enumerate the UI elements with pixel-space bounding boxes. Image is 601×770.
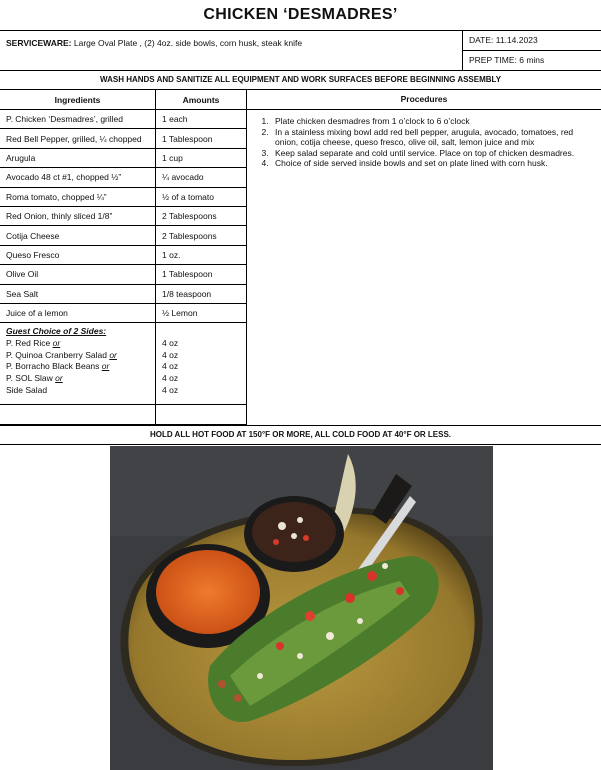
ingredient-name: Juice of a lemon bbox=[0, 303, 156, 322]
side-or: or bbox=[101, 361, 110, 372]
blank-cell bbox=[0, 405, 156, 424]
side-option bbox=[6, 361, 149, 373]
ingredient-amount: 1 cup bbox=[156, 148, 247, 167]
side-name: P. Borracho Black Beans bbox=[6, 361, 102, 372]
header-row bbox=[0, 31, 601, 71]
side-amount: 4 oz bbox=[162, 338, 179, 348]
ingredients-header: Ingredients bbox=[0, 90, 156, 110]
sides-amounts-cell bbox=[156, 323, 247, 405]
procedures-column bbox=[247, 90, 601, 425]
table-row bbox=[0, 284, 247, 303]
side-name: P. Quinoa Cranberry Salad bbox=[6, 349, 110, 360]
ingredient-amount: 1 each bbox=[156, 110, 247, 129]
table-row bbox=[0, 265, 247, 284]
blank-row bbox=[0, 405, 247, 424]
side-or: or bbox=[52, 338, 61, 348]
ingredient-name: Arugula bbox=[0, 148, 156, 167]
ingredient-name: Red Bell Pepper, grilled, ¼ chopped bbox=[0, 129, 156, 148]
ingredient-amount: 1 oz. bbox=[156, 245, 247, 264]
procedures-list bbox=[247, 116, 601, 169]
procedure-step: 3. Keep salad separate and cold until service. Place on top of chicken desmadres. bbox=[271, 148, 591, 159]
table-row bbox=[0, 187, 247, 206]
serviceware bbox=[0, 31, 463, 70]
serviceware-value: Large Oval Plate , (2) 4oz. side bowls, corn husk, steak knife bbox=[71, 38, 303, 48]
sides-cell bbox=[0, 323, 156, 405]
table-row bbox=[0, 303, 247, 322]
blank-amount-cell bbox=[156, 405, 247, 424]
ingredient-amount: 1 Tablespoon bbox=[156, 129, 247, 148]
side-or: or bbox=[55, 373, 63, 384]
wash-notice: WASH HANDS AND SANITIZE ALL EQUIPMENT AND WORK SURFACES BEFORE BEGINNING ASSEMBLY bbox=[0, 71, 601, 90]
table-row bbox=[0, 245, 247, 264]
date: DATE: 11.14.2023 bbox=[463, 31, 601, 51]
hold-notice: HOLD ALL HOT FOOD AT 150°F OR MORE, ALL COLD FOOD AT 40°F OR LESS. bbox=[0, 426, 601, 445]
procedure-step: 1. Plate chicken desmadres from 1 o’clock to 6 o’clock bbox=[271, 116, 591, 127]
ingredient-amount: ¼ avocado bbox=[156, 168, 247, 187]
ingredient-amount: ½ of a tomato bbox=[156, 187, 247, 206]
side-option bbox=[6, 385, 149, 397]
ingredient-amount: 2 Tablespoons bbox=[156, 206, 247, 225]
side-option bbox=[6, 350, 149, 362]
recipe-title: CHICKEN ‘DESMADRES’ bbox=[0, 0, 601, 31]
table-row bbox=[0, 168, 247, 187]
ingredient-name: Roma tomato, chopped ¼” bbox=[0, 187, 156, 206]
side-name: P. SOL Slaw bbox=[6, 373, 56, 384]
sides-heading: Guest Choice of 2 Sides: bbox=[6, 326, 107, 337]
ingredient-amount: 1 Tablespoon bbox=[156, 265, 247, 284]
procedure-step: 2. In a stainless mixing bowl add red bell pepper, arugula, avocado, tomatoes, red onion, cotija cheese, queso fresco, olive oil, salt, lemon juice and mix bbox=[271, 127, 591, 148]
ingredient-name: P. Chicken ‘Desmadres’, grilled bbox=[0, 110, 156, 129]
procedure-step: 4. Choice of side served inside bowls and set on plate lined with corn husk. bbox=[271, 158, 591, 169]
prep-time: PREP TIME: 6 mins bbox=[469, 55, 545, 65]
sides-row bbox=[0, 323, 247, 405]
ingredient-name: Olive Oil bbox=[0, 265, 156, 284]
ingredient-amount: ½ Lemon bbox=[156, 303, 247, 322]
side-amount: 4 oz bbox=[162, 349, 179, 360]
ingredient-name: Sea Salt bbox=[0, 284, 156, 303]
side-name: P. Red Rice bbox=[6, 338, 53, 348]
side-amount: 4 oz bbox=[162, 384, 179, 395]
table-row bbox=[0, 206, 247, 225]
side-option bbox=[6, 338, 149, 350]
ingredient-name: Avocado 48 ct #1, chopped ½” bbox=[0, 168, 156, 187]
amounts-header: Amounts bbox=[156, 90, 247, 110]
ingredient-name: Cotija Cheese bbox=[0, 226, 156, 245]
meta-box bbox=[463, 31, 601, 70]
side-option bbox=[6, 373, 149, 385]
table-row bbox=[0, 226, 247, 245]
serviceware-label: SERVICEWARE: bbox=[6, 38, 72, 48]
bean-bowl bbox=[244, 496, 344, 572]
dish-photo bbox=[110, 446, 493, 770]
ingredient-name: Queso Fresco bbox=[0, 245, 156, 264]
side-amount: 4 oz bbox=[162, 373, 179, 384]
recipe-body bbox=[0, 90, 601, 426]
table-row bbox=[0, 110, 247, 129]
table-row bbox=[0, 148, 247, 167]
table-row bbox=[0, 129, 247, 148]
ingredient-amount: 1/8 teaspoon bbox=[156, 284, 247, 303]
side-or: or bbox=[109, 349, 117, 360]
ingredients-table bbox=[0, 90, 247, 425]
table-header bbox=[0, 90, 247, 110]
ingredient-amount: 2 Tablespoons bbox=[156, 226, 247, 245]
side-name: Side Salad bbox=[6, 384, 48, 395]
side-amount: 4 oz bbox=[162, 361, 179, 372]
ingredient-name: Red Onion, thinly sliced 1/8” bbox=[0, 206, 156, 225]
procedures-header: Procedures bbox=[247, 90, 601, 110]
